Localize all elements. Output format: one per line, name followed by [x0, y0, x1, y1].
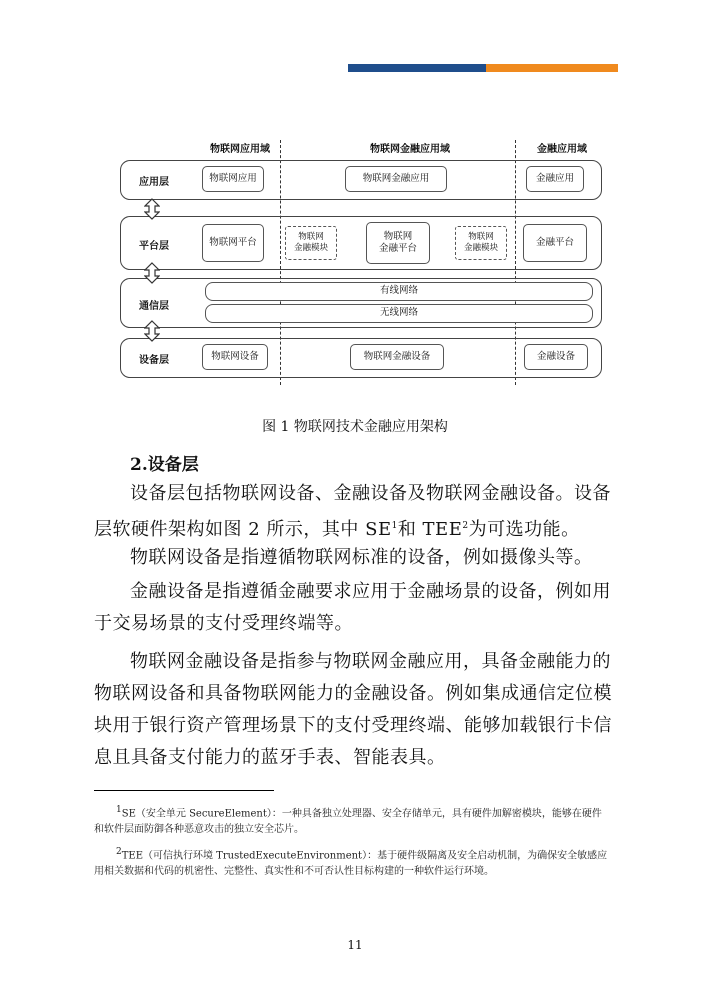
- box-iot-finance-device: 物联网金融设备: [350, 344, 444, 370]
- box-iot-finance-app: 物联网金融应用: [345, 166, 447, 192]
- layer-label-app: 应用层: [139, 177, 169, 188]
- paragraph-line: 物联网设备是指遵循物联网标准的设备，例如摄像头等。: [130, 547, 593, 568]
- double-arrow-icon: [144, 320, 160, 342]
- domain-label-finance: 金融应用域: [537, 144, 587, 155]
- box-iot-finance-platform-line2: 金融平台: [378, 243, 417, 254]
- footnote-ref[interactable]: 1: [391, 521, 398, 531]
- box-iot-app: 物联网应用: [202, 166, 264, 192]
- paragraph-line: 块用于银行资产管理场景下的支付受理终端、能够加载银行卡信: [94, 715, 612, 736]
- section-title: 2.设备层: [130, 455, 199, 475]
- box-wireless-network: 无线网络: [205, 304, 593, 323]
- box-wired-network: 有线网络: [205, 282, 593, 301]
- footnote-text: SE（安全单元 SecureElement）：一种具备独立处理器、安全存储单元，具有硬件加解密模块，能够在硬件: [121, 808, 602, 820]
- box-finance-module-left: [285, 226, 337, 260]
- box-finance-module-right-line1: 物联网: [468, 231, 494, 242]
- domain-label-iot: 物联网应用域: [210, 144, 270, 155]
- footnote-number: 1: [116, 805, 122, 815]
- box-finance-module-left-line1: 物联网: [298, 231, 324, 242]
- paragraph-line: 息且具备支付能力的蓝牙手表、智能表具。: [94, 747, 446, 768]
- footnote-separator: [94, 790, 274, 791]
- header-bar-orange: [486, 64, 618, 72]
- box-iot-platform: 物联网平台: [202, 224, 264, 262]
- box-finance-module-left-line2: 金融模块: [293, 243, 328, 253]
- paragraph-text: 和 TEE: [397, 519, 463, 540]
- box-iot-finance-platform-line1: 物联网: [383, 230, 413, 242]
- paragraph-line: 物联网金融设备是指参与物联网金融应用，具备金融能力的: [130, 651, 611, 672]
- box-finance-device: 金融设备: [524, 344, 588, 370]
- box-finance-app: 金融应用: [526, 166, 584, 192]
- double-arrow-icon: [144, 198, 160, 220]
- paragraph-line: 金融设备是指遵循金融要求应用于金融场景的设备，例如用: [130, 581, 611, 602]
- box-iot-device: 物联网设备: [202, 344, 268, 370]
- footnote-1-cont: 和软件层面防御各种恶意攻击的独立安全芯片。: [94, 824, 304, 835]
- page-number: 11: [347, 938, 363, 952]
- paragraph-line: 设备层包括物联网设备、金融设备及物联网金融设备。设备: [130, 483, 611, 504]
- architecture-diagram: [110, 130, 610, 390]
- double-arrow-icon: [144, 262, 160, 284]
- paragraph-line: 物联网设备和具备物联网能力的金融设备。例如集成通信定位模: [94, 683, 612, 704]
- header-bar-blue: [348, 64, 486, 72]
- paragraph-line: 于交易场景的支付受理终端等。: [94, 613, 353, 634]
- footnote-number: 2: [116, 847, 122, 857]
- figure-caption: 图 1 物联网技术金融应用架构: [262, 419, 448, 435]
- box-finance-platform: 金融平台: [523, 224, 587, 262]
- paragraph-text: 为可选功能。: [468, 519, 580, 540]
- box-finance-module-right-line2: 金融模块: [463, 243, 498, 253]
- layer-label-comm: 通信层: [139, 301, 169, 312]
- paragraph-text: 层软硬件架构如图 2 所示，其中 SE: [94, 519, 392, 540]
- footnote-ref[interactable]: 2: [462, 521, 469, 531]
- domain-label-iot-finance: 物联网金融应用域: [370, 144, 450, 155]
- box-iot-finance-platform: [366, 222, 430, 264]
- paragraph-line: [94, 510, 622, 546]
- footnote-text: TEE（可信执行环境 TrustedExecuteEnvironment）：基于硬件级隔离及安全启动机制，为确保安全敏感应: [121, 850, 608, 862]
- footnote-2-cont: 用相关数据和代码的机密性、完整性、真实性和不可否认性目标构建的一种软件运行环境。: [94, 866, 494, 877]
- layer-label-platform: 平台层: [139, 241, 169, 252]
- layer-label-device: 设备层: [139, 355, 169, 366]
- box-finance-module-right: [455, 226, 507, 260]
